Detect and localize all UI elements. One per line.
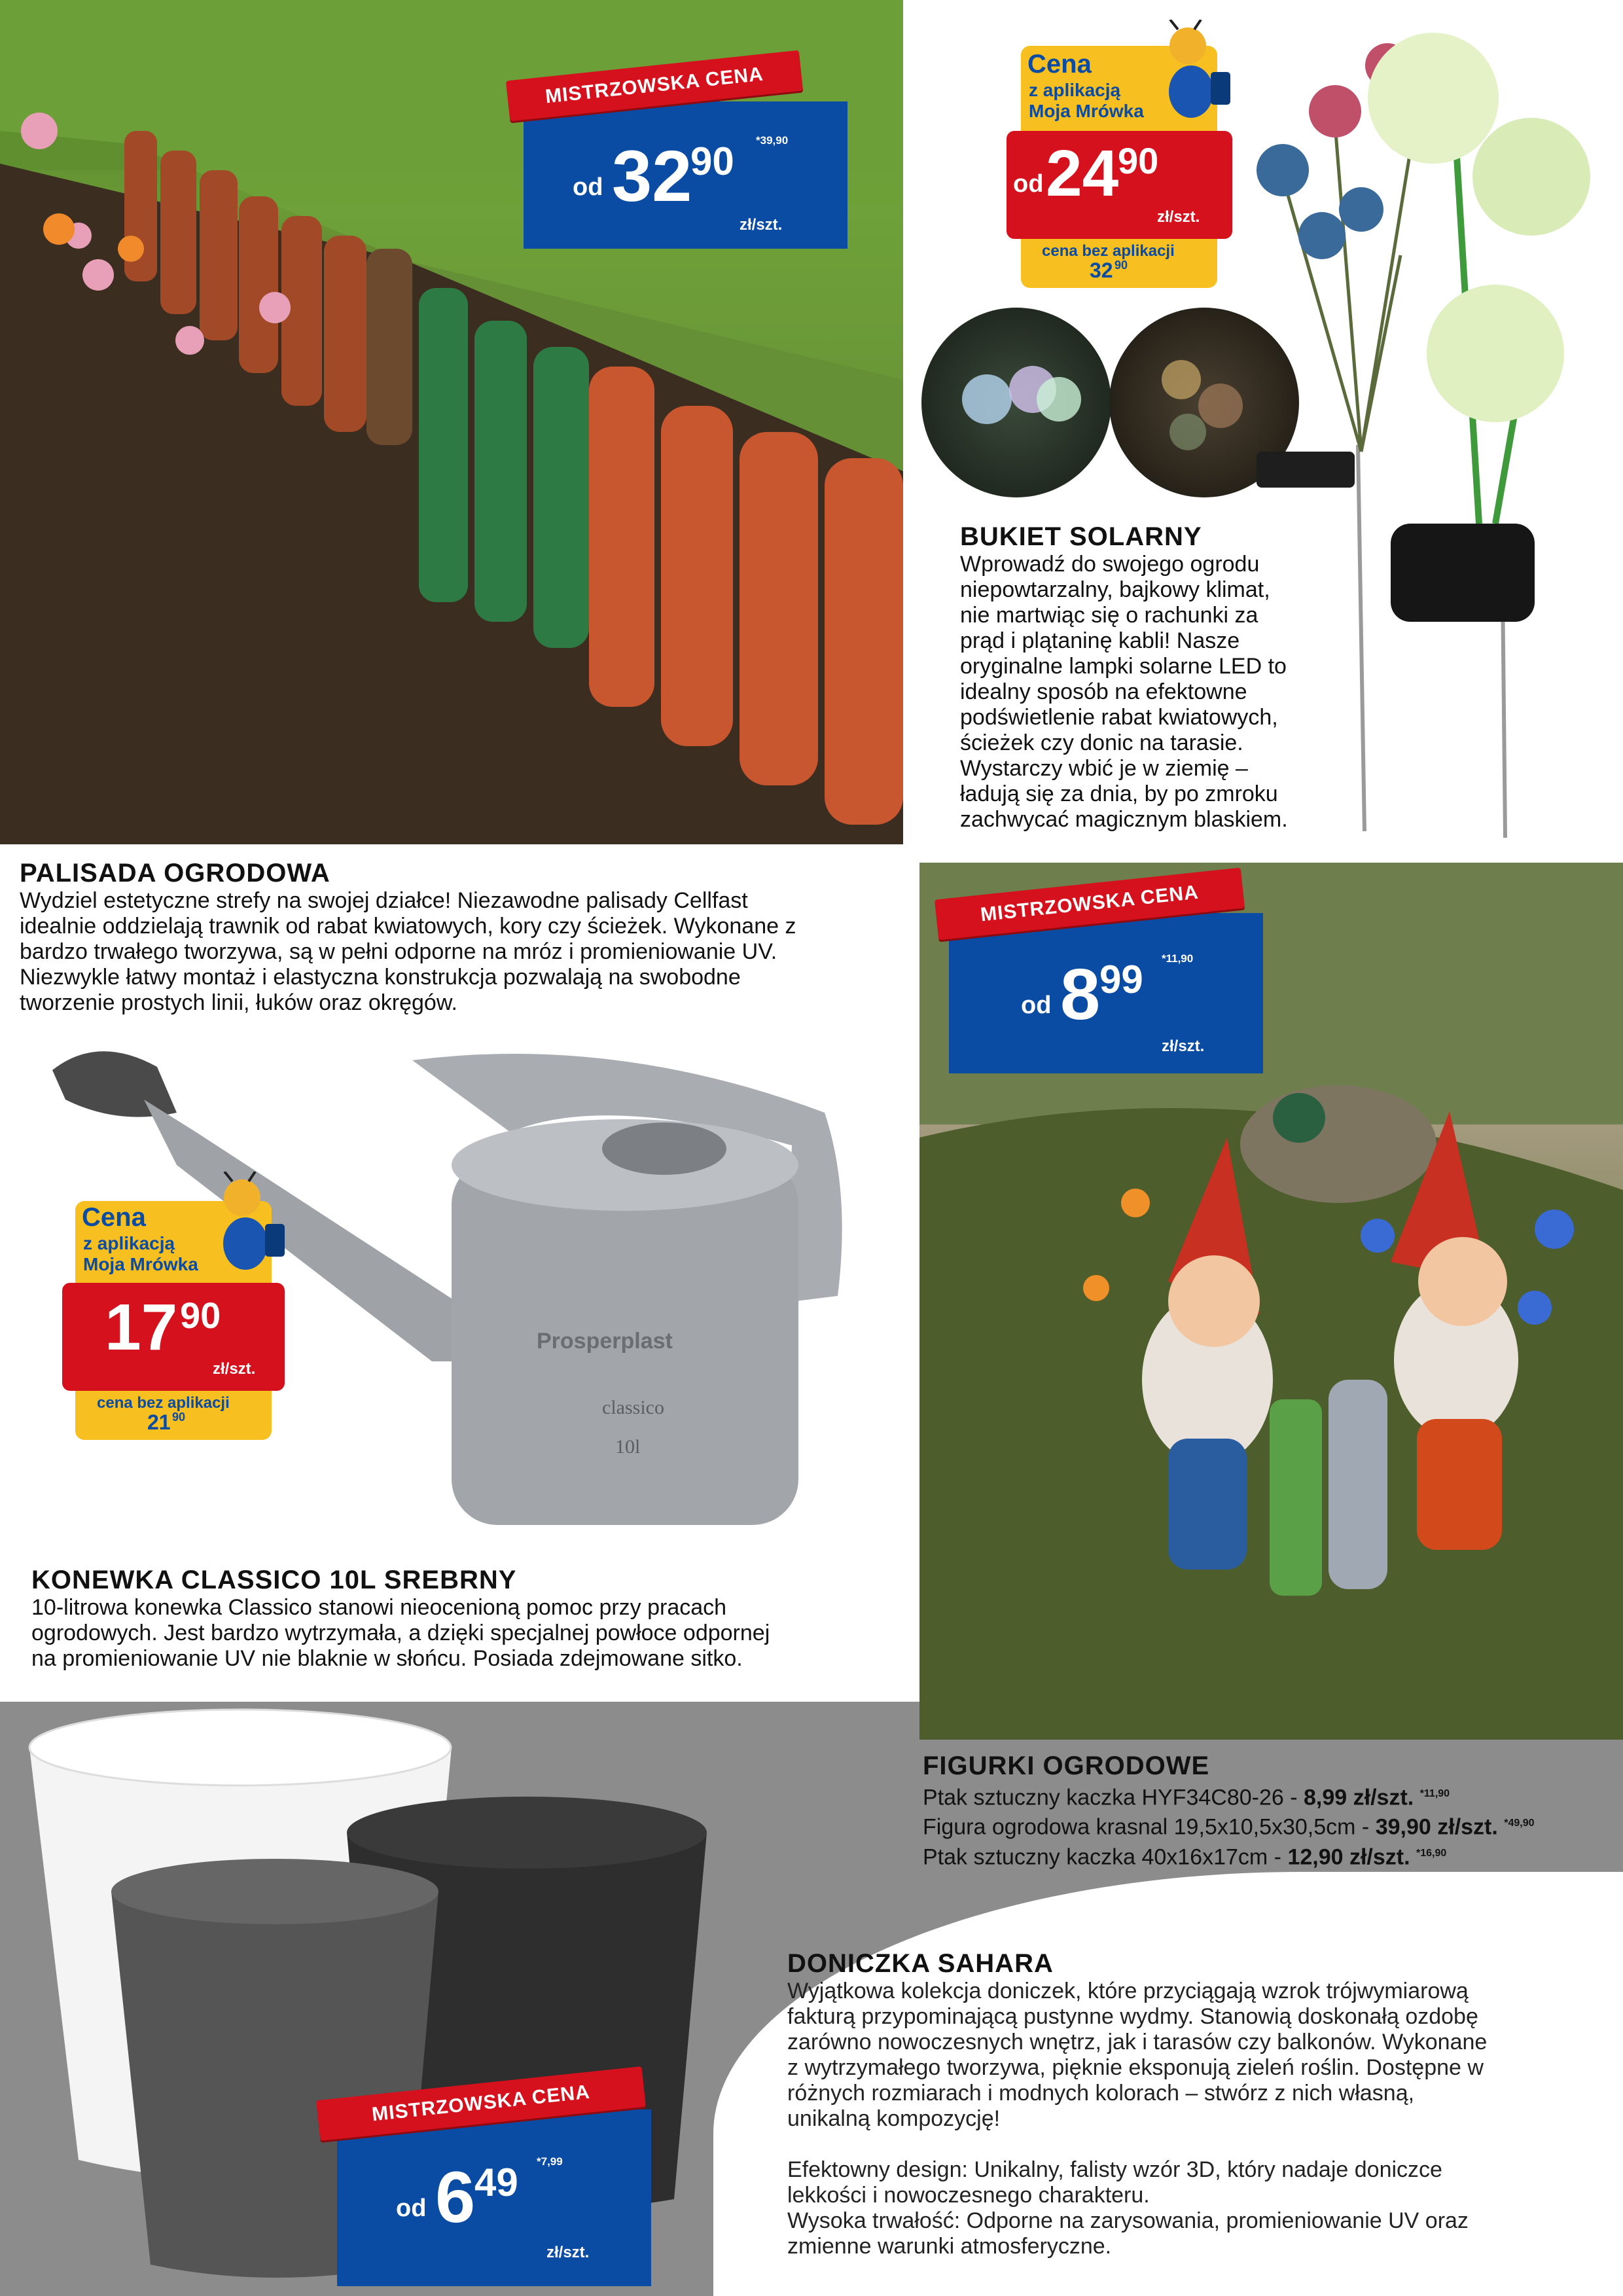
app-badge-title: Cena — [1027, 50, 1092, 79]
figure-item-old-price: *49,90 — [1504, 1818, 1535, 1829]
garden-figures-price-badge — [936, 877, 1263, 1080]
figure-item-price: 8,99 zł/szt. — [1304, 1785, 1414, 1810]
price-integer: 6 — [435, 2157, 476, 2238]
figure-item — [923, 1781, 1616, 1810]
palisade-title: PALISADA OGRODOWA — [20, 859, 330, 888]
solar-lights-night-photo-1 — [921, 308, 1111, 497]
app-badge-title: Cena — [82, 1203, 146, 1232]
price-old: *7,99 — [537, 2155, 563, 2168]
price-without-app-dec: 90 — [172, 1410, 186, 1424]
solar-bouquet-description — [960, 552, 1353, 833]
price-prefix: od — [1013, 170, 1044, 198]
figure-item — [923, 1840, 1616, 1870]
solar-bouquet-line: ścieżek czy donic na tarasie. — [960, 730, 1243, 755]
palisade-line: bardzo trwałego tworzywa, są w pełni odporne na mróz i promieniowanie UV. — [20, 939, 777, 964]
watering-can-line: ogrodowych. Jest bardzo wytrzymała, a dzięki specjalnej powłoce odpornej — [31, 1621, 770, 1645]
flower-pot-line: z wytrzymałego tworzywa, pięknie eksponują zieleń roślin. Dostępne w — [787, 2055, 1484, 2080]
solar-bouquet-line: oryginalne lampki solarne LED to — [960, 654, 1287, 679]
figure-item-old-price: *16,90 — [1416, 1847, 1447, 1859]
solar-bouquet-line: Wystarczy wbić je w ziemię – — [960, 756, 1248, 781]
price-without-app-label: cena bez aplikacji — [1042, 242, 1175, 260]
smartphone-icon — [265, 1224, 285, 1257]
app-price-box — [1007, 131, 1232, 239]
price-decimal: 90 — [1118, 140, 1159, 181]
solar-panel-icon — [1257, 452, 1355, 488]
price-decimal: 49 — [474, 2161, 518, 2204]
palisade-line: idealnie oddzielają trawnik od rabat kwiatowych, kory czy ścieżek. Wykonane z — [20, 914, 796, 939]
can-brand-text: Prosperplast — [537, 1329, 673, 1354]
app-badge-subtitle: Moja Mrówka — [83, 1254, 198, 1274]
price-prefix: od — [1021, 992, 1052, 1019]
flower-pot-price-badge — [311, 2073, 677, 2289]
figure-item-name: Ptak sztuczny kaczka HYF34C80-26 - — [923, 1785, 1304, 1810]
solar-bouquet-line: niepowtarzalny, bajkowy klimat, — [960, 577, 1270, 602]
solar-bouquet-line: podświetlenie rabat kwiatowych, — [960, 705, 1278, 730]
price-without-app-label: cena bez aplikacji — [97, 1394, 230, 1412]
figure-item-price: 39,90 zł/szt. — [1375, 1814, 1498, 1840]
palisade-price-badge — [524, 62, 857, 259]
palisade-line: Niezwykle łatwy montaż i elastyczna konstrukcja pozwalają na swobodne — [20, 965, 741, 990]
price-integer: 8 — [1060, 954, 1101, 1035]
figure-item — [923, 1810, 1616, 1840]
flower-pot-title: DONICZKA SAHARA — [787, 1949, 1054, 1978]
watering-can-line: na promieniowanie UV nie blaknie w słońcu. Posiada zdejmowane sitko. — [31, 1646, 743, 1671]
palisade-line: Wydziel estetyczne strefy na swojej działce! Niezawodne palisady Cellfast — [20, 888, 748, 913]
figure-item-name: Figura ogrodowa krasnal 19,5x10,5x30,5cm - — [923, 1814, 1376, 1840]
flower-pot-section — [787, 1949, 1618, 2259]
price-decimal: 99 — [1099, 958, 1143, 1001]
price-decimal: 90 — [690, 139, 734, 183]
palisade-section — [20, 859, 910, 1016]
solar-bouquet-line: Wprowadź do swojego ogrodu — [960, 552, 1260, 577]
garden-figures-list — [923, 1781, 1616, 1870]
solar-bouquet-line: nie martwiąc się o rachunki za — [960, 603, 1258, 628]
price-prefix: od — [573, 173, 603, 201]
solar-bouquet-line: idealny sposób na efektowne — [960, 679, 1247, 704]
flower-pot-description — [787, 1979, 1618, 2259]
ant-mascot-icon — [206, 1172, 291, 1276]
promo-ribbon: MISTRZOWSKA CENA — [506, 50, 803, 122]
price-without-app-dec: 90 — [1115, 259, 1128, 272]
promo-ribbon: MISTRZOWSKA CENA — [935, 868, 1245, 941]
price-unit: zł/szt. — [1157, 208, 1200, 226]
can-volume-text: 10l — [615, 1436, 641, 1458]
price-unit: zł/szt. — [1162, 1037, 1205, 1055]
price-prefix: od — [396, 2195, 427, 2222]
figure-item-old-price: *11,90 — [1419, 1788, 1450, 1799]
solar-bouquet-title: BUKIET SOLARNY — [960, 522, 1202, 551]
watering-can-line: 10-litrowa konewka Classico stanowi nieocenioną pomoc przy pracach — [31, 1595, 727, 1620]
app-price-box — [62, 1283, 285, 1391]
price-box — [337, 2109, 651, 2286]
price-integer: 32 — [612, 136, 692, 217]
price-without-app-int: 21 — [147, 1410, 171, 1434]
can-label-text: classico — [602, 1397, 664, 1418]
app-badge-subtitle: z aplikacją — [1029, 80, 1121, 100]
watering-can-app-badge — [59, 1165, 308, 1446]
price-integer: 24 — [1046, 137, 1119, 210]
price-unit: zł/szt. — [740, 216, 783, 234]
watering-can-section — [31, 1566, 895, 1672]
price-unit: zł/szt. — [213, 1360, 256, 1378]
garden-figures-section — [923, 1751, 1616, 1870]
price-without-app-int: 32 — [1090, 259, 1113, 282]
solar-bouquet-section — [960, 522, 1353, 833]
watering-can-title: KONEWKA CLASSICO 10L SREBRNY — [31, 1566, 517, 1594]
figure-item-name: Ptak sztuczny kaczka 40x16x17cm - — [923, 1844, 1288, 1869]
price-unit: zł/szt. — [546, 2244, 590, 2261]
flower-pot-line: Efektowny design: Unikalny, falisty wzór 3D, który nadaje doniczce — [787, 2157, 1442, 2182]
app-badge-subtitle: z aplikacją — [83, 1233, 175, 1253]
flower-pot-line: fakturą przypominającą pustynne wydmy. Stanowią doskonałą ozdobę — [787, 2004, 1478, 2029]
solar-bouquet-app-badge — [1001, 20, 1250, 295]
price-integer: 17 — [105, 1291, 178, 1364]
app-badge-subtitle: Moja Mrówka — [1029, 101, 1144, 121]
price-old: *11,90 — [1162, 952, 1194, 965]
flower-pot-line: lekkości i nowoczesnego charakteru. — [787, 2183, 1150, 2208]
garden-figures-title: FIGURKI OGRODOWE — [923, 1751, 1210, 1780]
flower-pot-line: różnych rozmiarach i modnych kolorach – stwórz z nich własną, — [787, 2081, 1415, 2106]
ant-mascot-icon — [1152, 20, 1237, 124]
solar-bouquet-line: zachwycać magicznym blaskiem. — [960, 807, 1288, 832]
flower-pot-line: zarówno nowoczesnych wnętrz, jak i tarasów czy balkonów. Wykonane — [787, 2030, 1488, 2054]
palisade-description — [20, 888, 910, 1016]
price-box — [524, 101, 847, 249]
solar-bouquet-line: prąd i plątaninę kabli! Nasze — [960, 628, 1240, 653]
solar-bouquet-line: ładują się za dnia, by po zmroku — [960, 781, 1278, 806]
flower-pot-line: Wysoka trwałość: Odporne na zarysowania, promieniowanie UV oraz — [787, 2208, 1469, 2233]
flower-pot-line: zmienne warunki atmosferyczne. — [787, 2234, 1112, 2259]
figure-item-price: 12,90 zł/szt. — [1287, 1844, 1410, 1869]
palisade-line: tworzenie prostych linii, łuków oraz okręgów. — [20, 990, 457, 1015]
smartphone-icon — [1211, 72, 1230, 105]
price-decimal: 90 — [180, 1295, 221, 1336]
flower-pot-line — [787, 2132, 1618, 2157]
watering-can-description — [31, 1595, 895, 1672]
flower-pot-line: Wyjątkowa kolekcja doniczek, które przyciągają wzrok trójwymiarową — [787, 1979, 1469, 2003]
flower-pot-line: unikalną kompozycję! — [787, 2106, 1001, 2131]
price-box — [949, 913, 1263, 1073]
promo-ribbon: MISTRZOWSKA CENA — [316, 2066, 646, 2141]
price-old: *39,90 — [756, 134, 789, 147]
